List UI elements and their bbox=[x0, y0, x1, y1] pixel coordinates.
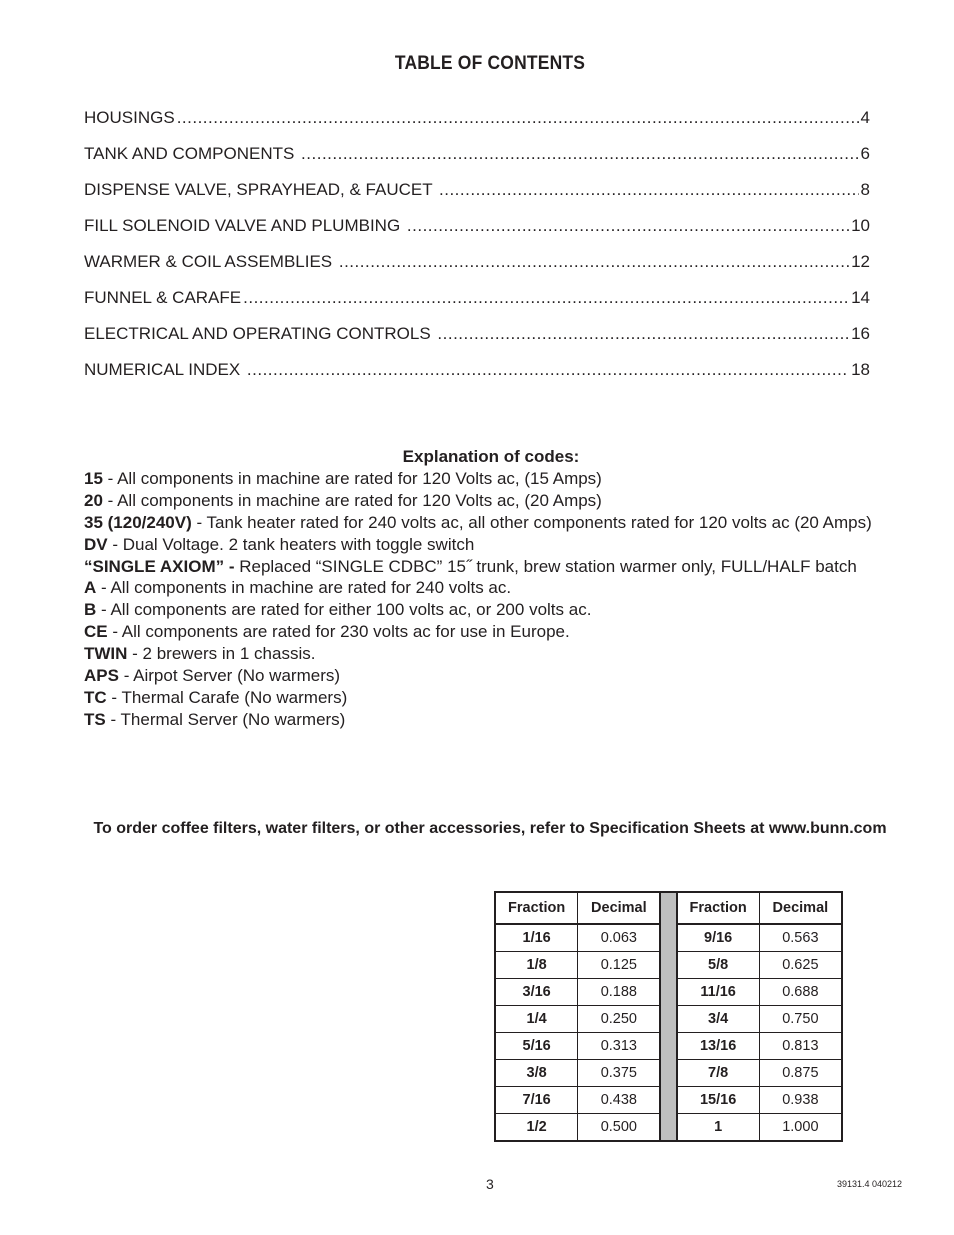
code-description: - Thermal Server (No warmers) bbox=[105, 709, 346, 729]
code-item bbox=[84, 534, 884, 556]
code-description: - All components in machine are rated for 120 Volts ac, (20 Amps) bbox=[102, 490, 602, 510]
code-description: - Thermal Carafe (No warmers) bbox=[106, 687, 348, 707]
code-item bbox=[84, 577, 884, 599]
toc-page-number: 12 bbox=[851, 252, 870, 271]
table-cell: 7/8 bbox=[677, 1060, 760, 1087]
code-item bbox=[84, 665, 884, 687]
table-cell: 0.750 bbox=[759, 1006, 842, 1033]
code-key: DV bbox=[84, 534, 108, 554]
toc-entry-warmer-coil[interactable] bbox=[84, 252, 870, 288]
toc-leader bbox=[407, 216, 849, 236]
table-cell: 0.688 bbox=[759, 979, 842, 1006]
code-item bbox=[84, 621, 884, 643]
table-cell: 13/16 bbox=[677, 1033, 760, 1060]
table-header: Fraction bbox=[677, 892, 760, 924]
code-item bbox=[84, 643, 884, 665]
code-description: - All components are rated for 230 volts ac for use in Europe. bbox=[107, 622, 570, 642]
table-cell: 1/8 bbox=[495, 952, 578, 979]
table-cell: 1.000 bbox=[759, 1114, 842, 1142]
table-cell: 1/2 bbox=[495, 1114, 578, 1142]
table-cell: 0.250 bbox=[578, 1006, 661, 1033]
table-header-row bbox=[495, 892, 842, 924]
code-description: - All components in machine are rated for 240 volts ac. bbox=[96, 578, 512, 598]
code-key: 15 bbox=[84, 469, 103, 488]
toc-entry-tank-and-components[interactable] bbox=[84, 144, 870, 180]
toc-page-number: 18 bbox=[851, 360, 870, 379]
table-cell: 0.188 bbox=[578, 979, 661, 1006]
code-description: - All components in machine are rated for 120 Volts ac, (15 Amps) bbox=[102, 469, 602, 488]
toc-label: WARMER & COIL ASSEMBLIES bbox=[84, 252, 337, 271]
code-item bbox=[84, 556, 884, 578]
code-key: A bbox=[84, 578, 97, 598]
table-cell: 0.438 bbox=[578, 1087, 661, 1114]
code-key: TC bbox=[84, 687, 107, 707]
table-cell: 1 bbox=[677, 1114, 760, 1142]
code-description: Replaced “SINGLE CDBC” 15˝ trunk, brew station warmer only, FULL/HALF batch bbox=[234, 556, 857, 576]
code-item bbox=[84, 512, 884, 534]
table-separator bbox=[660, 892, 676, 1141]
table-header: Decimal bbox=[759, 892, 842, 924]
toc-page-number: 14 bbox=[851, 288, 870, 307]
toc-leader bbox=[437, 324, 849, 344]
toc-label: TANK AND COMPONENTS bbox=[84, 144, 300, 163]
order-note: To order coffee filters, water filters, or other accessories, refer to Specification Sheets at www.bunn.com bbox=[93, 820, 887, 837]
table-cell: 3/8 bbox=[495, 1060, 578, 1087]
toc-page-number: 10 bbox=[851, 216, 870, 235]
code-item bbox=[84, 468, 884, 490]
table-cell: 3/16 bbox=[495, 979, 578, 1006]
toc-label: NUMERICAL INDEX bbox=[84, 360, 245, 379]
code-key: APS bbox=[84, 666, 119, 686]
toc-leader bbox=[247, 360, 849, 380]
codes-explanation bbox=[84, 446, 884, 731]
toc-entry-numerical-index[interactable] bbox=[84, 360, 870, 396]
table-cell: 0.500 bbox=[578, 1114, 661, 1142]
code-item bbox=[84, 687, 884, 709]
fraction-decimal-table bbox=[494, 891, 843, 1142]
code-item bbox=[84, 709, 884, 731]
table-header: Fraction bbox=[495, 892, 578, 924]
toc-page-number: 6 bbox=[860, 144, 870, 163]
code-key: CE bbox=[84, 622, 108, 642]
toc-leader bbox=[243, 288, 849, 308]
toc-page-number: 4 bbox=[860, 108, 870, 127]
code-key: B bbox=[84, 600, 97, 620]
toc-entry-funnel-carafe[interactable] bbox=[84, 288, 870, 324]
code-key: TWIN bbox=[84, 644, 128, 664]
code-description: - All components are rated for either 100 volts ac, or 200 volts ac. bbox=[96, 600, 592, 620]
page-title: TABLE OF CONTENTS bbox=[394, 53, 586, 74]
toc-entry-electrical-controls[interactable] bbox=[84, 324, 870, 360]
toc-leader bbox=[439, 180, 859, 200]
table-cell: 7/16 bbox=[495, 1087, 578, 1114]
table-cell: 3/4 bbox=[677, 1006, 760, 1033]
toc-leader bbox=[177, 108, 859, 128]
table-cell: 1/16 bbox=[495, 924, 578, 952]
code-item bbox=[84, 599, 884, 621]
code-description: - 2 brewers in 1 chassis. bbox=[127, 644, 316, 664]
toc-label: DISPENSE VALVE, SPRAYHEAD, & FAUCET bbox=[84, 180, 438, 199]
table-cell: 0.813 bbox=[759, 1033, 842, 1060]
toc-leader bbox=[339, 252, 849, 272]
toc-entry-fill-solenoid[interactable] bbox=[84, 216, 870, 252]
toc-label: HOUSINGS bbox=[84, 108, 175, 127]
codes-heading: Explanation of codes: bbox=[402, 447, 580, 466]
table-cell: 11/16 bbox=[677, 979, 760, 1006]
table-cell: 0.563 bbox=[759, 924, 842, 952]
code-description: - Tank heater rated for 240 volts ac, all other components rated for 120 volts ac (20 Amps) bbox=[191, 512, 872, 532]
code-item bbox=[84, 490, 884, 512]
table-cell: 5/16 bbox=[495, 1033, 578, 1060]
table-cell: 0.938 bbox=[759, 1087, 842, 1114]
toc-page-number: 8 bbox=[860, 180, 870, 199]
code-key: “SINGLE AXIOM” - bbox=[84, 556, 235, 576]
table-header: Decimal bbox=[578, 892, 661, 924]
table-cell: 0.625 bbox=[759, 952, 842, 979]
toc-label: FUNNEL & CARAFE bbox=[84, 288, 242, 307]
table-cell: 0.313 bbox=[578, 1033, 661, 1060]
toc-label: ELECTRICAL AND OPERATING CONTROLS bbox=[84, 324, 436, 343]
table-cell: 0.375 bbox=[578, 1060, 661, 1087]
table-cell: 9/16 bbox=[677, 924, 760, 952]
toc-entry-dispense-valve[interactable] bbox=[84, 180, 870, 216]
code-key: 20 bbox=[84, 490, 103, 510]
table-cell: 5/8 bbox=[677, 952, 760, 979]
table-cell: 0.125 bbox=[578, 952, 661, 979]
table-cell: 0.063 bbox=[578, 924, 661, 952]
toc-leader bbox=[301, 144, 858, 164]
document-code: 39131.4 040212 bbox=[837, 1179, 903, 1189]
code-key: TS bbox=[84, 709, 106, 729]
table-cell: 1/4 bbox=[495, 1006, 578, 1033]
table-of-contents bbox=[84, 108, 870, 396]
code-description: - Dual Voltage. 2 tank heaters with toggle switch bbox=[107, 534, 475, 554]
toc-page-number: 16 bbox=[851, 324, 870, 343]
code-description: - Airpot Server (No warmers) bbox=[118, 666, 341, 686]
table-cell: 15/16 bbox=[677, 1087, 760, 1114]
page-number: 3 bbox=[486, 1176, 494, 1192]
table-cell: 0.875 bbox=[759, 1060, 842, 1087]
code-key: 35 (120/240V) bbox=[84, 512, 192, 532]
toc-entry-housings[interactable] bbox=[84, 108, 870, 144]
toc-label: FILL SOLENOID VALVE AND PLUMBING bbox=[84, 216, 405, 235]
